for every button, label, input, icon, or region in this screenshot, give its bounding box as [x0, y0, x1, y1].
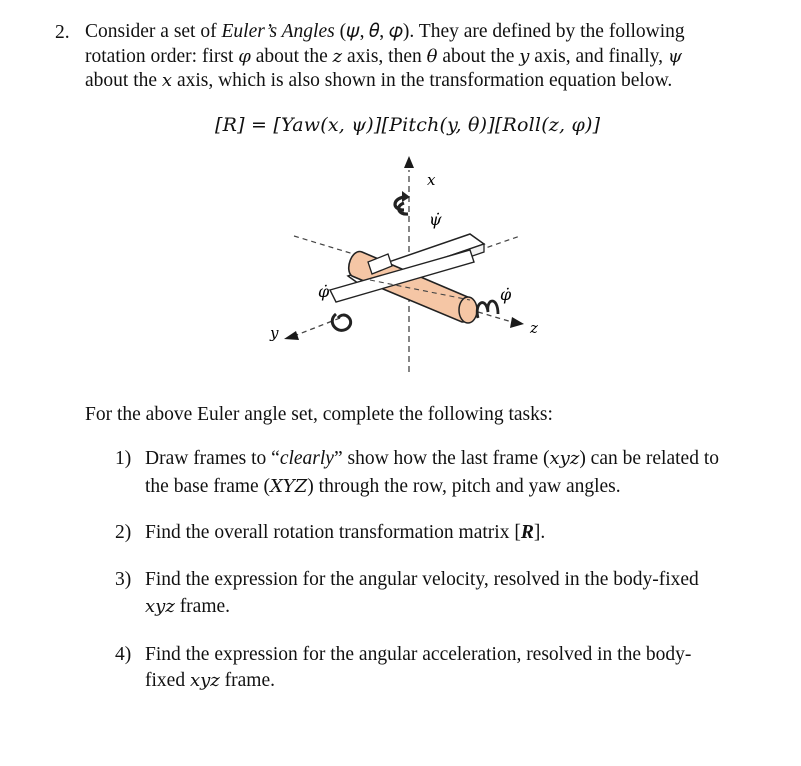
phi-dot-left-label: φ̇: [318, 282, 330, 301]
task-2-line: Find the overall rotation transformation matrix [R].: [145, 522, 546, 543]
problem-number: 2.: [55, 22, 70, 43]
tasks-intro: For the above Euler angle set, complete the following tasks:: [85, 404, 553, 425]
z-axis-arrow-icon: [510, 317, 524, 328]
left-phi-rotation-icon: [332, 314, 350, 330]
task-2-number: 2): [115, 522, 132, 543]
task-1-line-1: Draw frames to “clearly” show how the last frame (xyz) can be related to: [145, 448, 719, 469]
transformation-equation: [R] = [Yaw(x, ψ)][Pitch(y, θ)][Roll(z, φ)]: [215, 114, 601, 136]
problem-line-1: Consider a set of Euler’s Angles (𝜓, 𝜃, 𝜑). They are defined by the following: [85, 21, 685, 42]
euler-angles-term: Euler’s Angles: [221, 21, 335, 42]
psi-dot-label: ψ̇: [429, 210, 442, 229]
psi-rotation-icon: [395, 197, 408, 214]
y-axis-label: y: [270, 324, 279, 342]
task-4-line-2: fixed xyz frame.: [145, 670, 275, 691]
problem-line-2: rotation order: first 𝜑 about the 𝑧 axis, then 𝜃 about the 𝑦 axis, and finally, 𝜓: [85, 46, 682, 67]
z-axis-label: z: [530, 319, 538, 337]
task-3-number: 3): [115, 569, 132, 590]
problem-line-3: about the 𝑥 axis, which is also shown in the transformation equation below.: [85, 70, 673, 91]
z-axis-line: [478, 312, 512, 322]
task-1-line-2: the base frame (XYZ) through the row, pitch and yaw angles.: [145, 476, 621, 497]
task-4-line-1: Find the expression for the angular acceleration, resolved in the body-: [145, 644, 692, 665]
roll-cylinder-end: [459, 297, 477, 323]
task-1-number: 1): [115, 448, 132, 469]
phi-dot-right-label: φ̇: [500, 285, 512, 304]
task-3-line-1: Find the expression for the angular velocity, resolved in the body-fixed: [145, 569, 699, 590]
task-3-line-2: xyz frame.: [145, 596, 231, 617]
y-axis-arrow-icon: [284, 331, 299, 340]
task-4-number: 4): [115, 644, 132, 665]
x-axis-arrow-icon: [404, 156, 414, 168]
x-axis-label: x: [427, 171, 436, 189]
